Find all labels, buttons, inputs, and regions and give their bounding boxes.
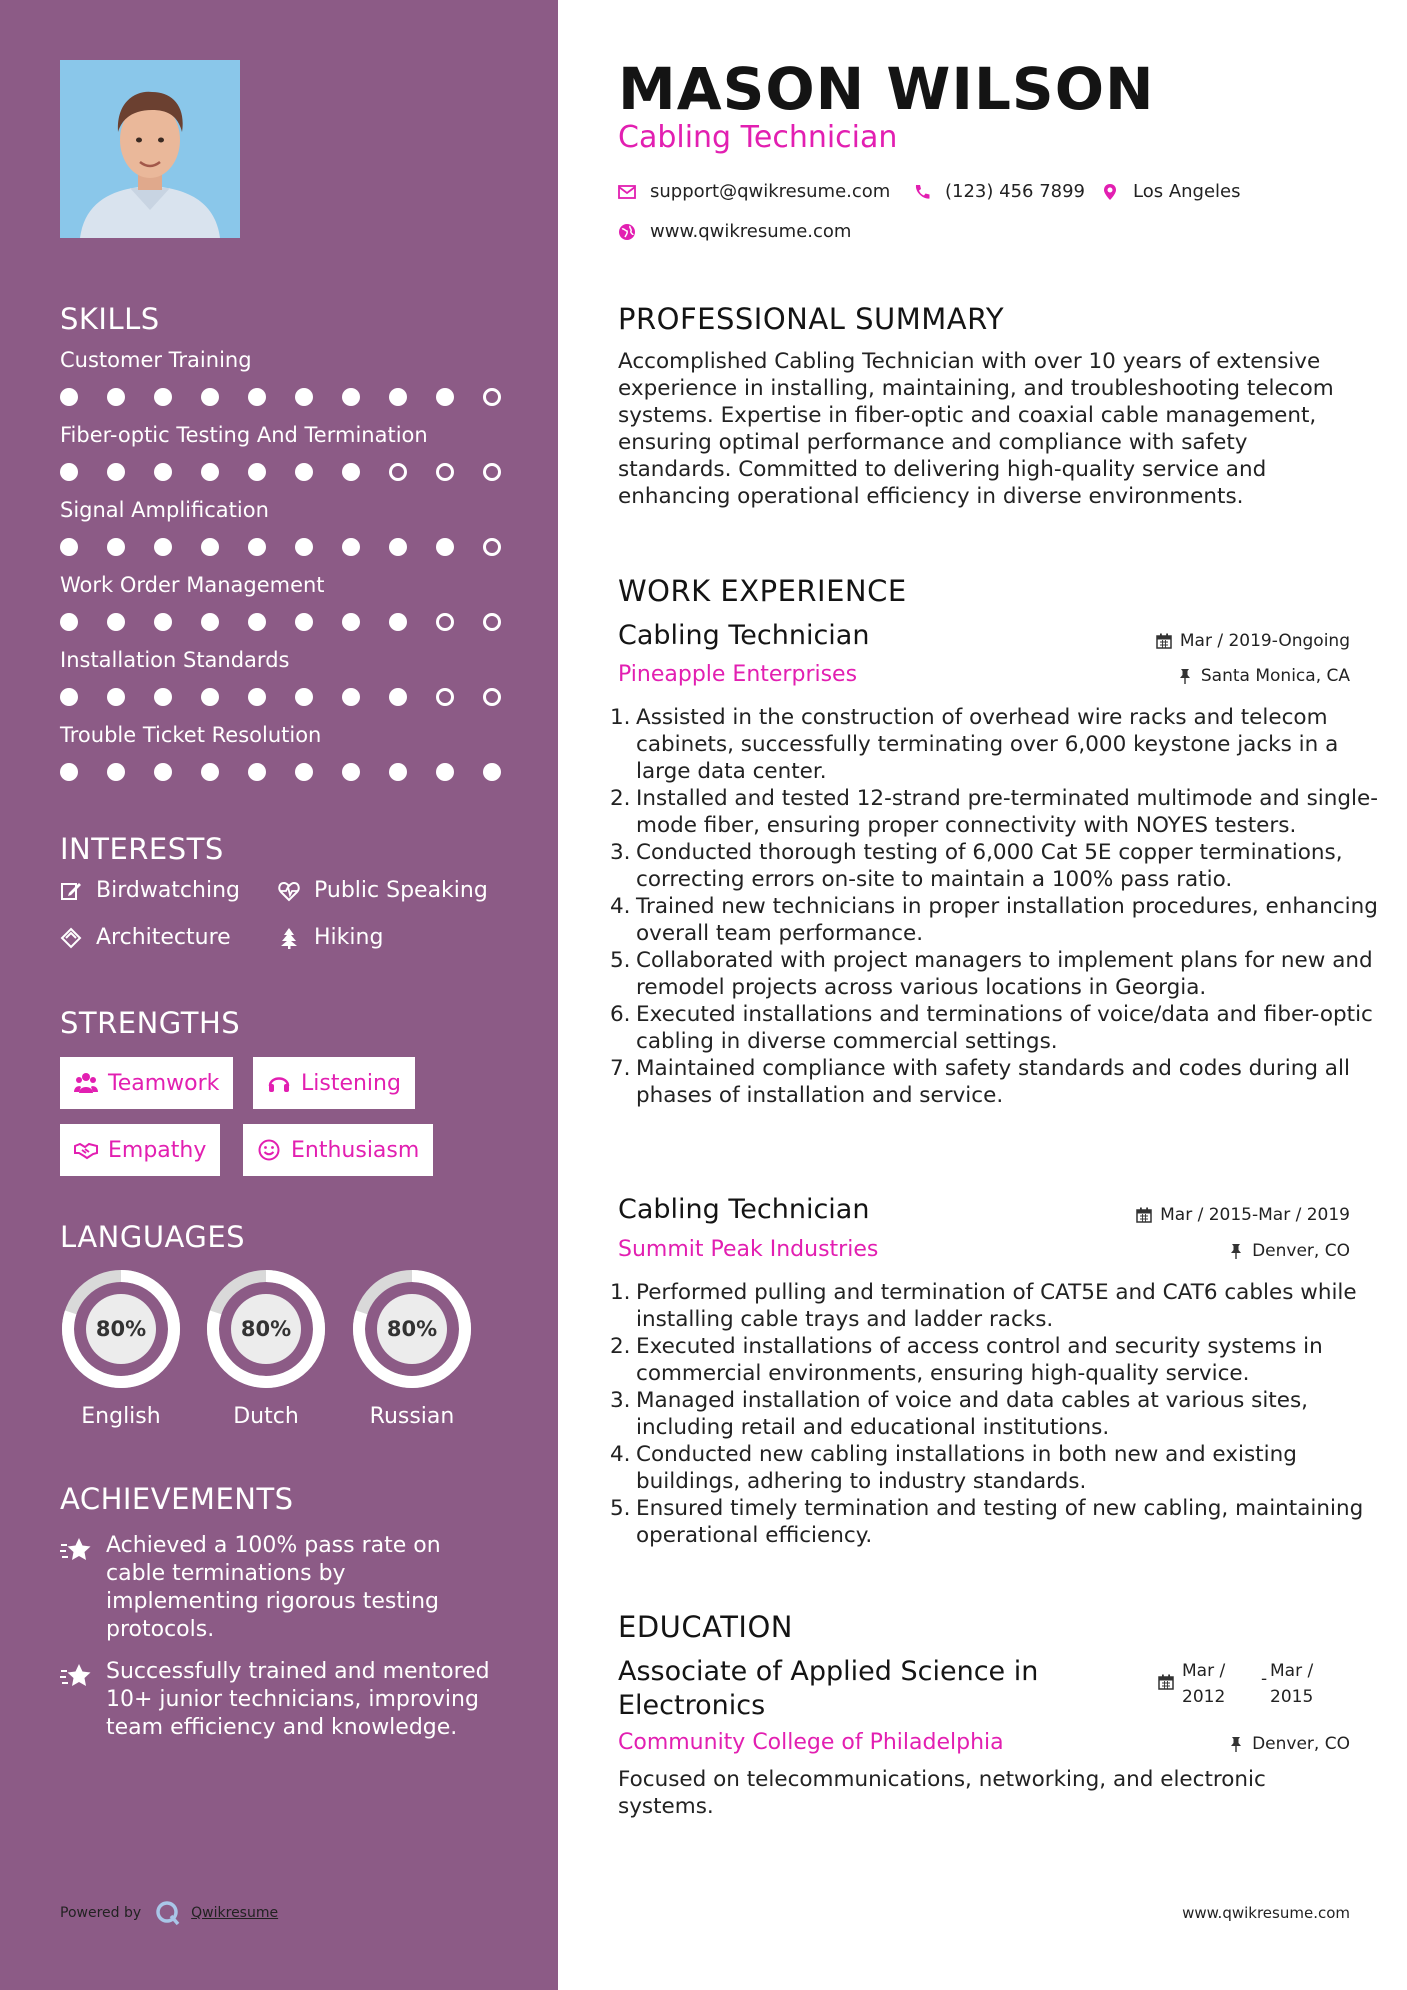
duty-number: 3.	[610, 840, 631, 865]
duty-item	[610, 1279, 1378, 1333]
rating-dot-filled	[60, 613, 78, 631]
school-name: Community College of Philadelphia	[618, 1730, 1004, 1755]
achievement-text: Achieved a 100% pass rate on cable terminations by implementing rigorous testing protocols.	[106, 1533, 441, 1642]
skill-name: Signal Amplification	[60, 498, 269, 522]
rating-dot-filled	[107, 388, 125, 406]
rating-dot-filled	[389, 763, 407, 781]
duty-text: Assisted in the construction of overhead wire racks and telecom cabinets, successfully terminating over 6,000 keystone jacks in a large data center.	[636, 705, 1339, 784]
rating-dot-filled	[154, 463, 172, 481]
smile-icon	[257, 1138, 281, 1162]
rating-dot-empty	[483, 688, 501, 706]
job-dates	[1136, 1205, 1350, 1225]
duty-text: Collaborated with project managers to implement plans for new and remodel projects across various locations in Georgia.	[636, 948, 1373, 1000]
diamond-icon	[60, 927, 82, 949]
rating-dot-empty	[389, 463, 407, 481]
qwikresume-logo-icon	[155, 1900, 181, 1926]
language-name: English	[81, 1404, 161, 1429]
duty-number: 5.	[610, 948, 631, 973]
rating-dot-filled	[201, 688, 219, 706]
rating-dot-filled	[107, 613, 125, 631]
rating-dot-filled	[389, 538, 407, 556]
rating-dot-filled	[248, 463, 266, 481]
rating-dot-filled	[295, 688, 313, 706]
degree-title	[618, 1655, 1038, 1723]
rating-dot-empty	[483, 613, 501, 631]
language-item	[60, 1268, 182, 1429]
rating-dot-filled	[436, 763, 454, 781]
duty-item	[610, 893, 1378, 947]
email-text: support@qwikresume.com	[650, 181, 891, 202]
handshake-icon	[74, 1138, 98, 1162]
duty-text: Installed and tested 12-strand pre-terminated multimode and single-mode fiber, ensuring proper connectivity with NOYES testers.	[636, 786, 1379, 838]
skills-heading: SKILLS	[60, 302, 160, 336]
users-icon	[74, 1071, 98, 1095]
job-location-text: Santa Monica, CA	[1200, 666, 1350, 686]
rating-dot-filled	[436, 388, 454, 406]
rating-dot-filled	[342, 763, 360, 781]
strength-enthusiasm	[243, 1124, 433, 1176]
language-ring	[205, 1268, 327, 1390]
pushpin-icon	[1228, 1243, 1244, 1259]
duty-item	[610, 704, 1378, 785]
rating-dot-filled	[107, 688, 125, 706]
edu-start-year: 2012	[1182, 1687, 1226, 1707]
rating-dot-filled	[342, 688, 360, 706]
interest-public-speaking	[278, 878, 488, 903]
rating-dot-filled	[295, 388, 313, 406]
rating-dot-empty	[483, 538, 501, 556]
strengths-heading: STRENGTHS	[60, 1006, 241, 1040]
rating-dot-empty	[483, 463, 501, 481]
rating-dot-filled	[60, 388, 78, 406]
profile-photo	[60, 60, 240, 238]
skill-rating	[60, 613, 520, 631]
interest-label: Birdwatching	[96, 878, 240, 903]
rating-dot-filled	[107, 538, 125, 556]
duty-item	[610, 1001, 1378, 1055]
skill-name: Installation Standards	[60, 648, 290, 672]
edu-start-month: Mar /	[1182, 1661, 1226, 1681]
job-location	[1228, 1241, 1350, 1261]
strength-listening	[253, 1057, 415, 1109]
pushpin-icon	[1228, 1736, 1244, 1752]
interest-architecture	[60, 925, 231, 950]
rating-dot-empty	[483, 388, 501, 406]
edu-end-month: Mar /	[1270, 1661, 1314, 1681]
company-name: Pineapple Enterprises	[618, 662, 858, 687]
duty-item	[610, 1495, 1378, 1549]
duty-number: 5.	[610, 1496, 631, 1521]
rating-dot-filled	[342, 463, 360, 481]
job-duties-list	[610, 704, 1379, 1109]
pushpin-icon	[1177, 668, 1193, 684]
language-item	[351, 1268, 473, 1429]
skill-item	[60, 498, 520, 522]
contact-email[interactable]	[618, 181, 890, 202]
duty-number: 2.	[610, 1334, 631, 1359]
rating-dot-filled	[389, 688, 407, 706]
rating-dot-filled	[60, 763, 78, 781]
star-badge-icon	[60, 1536, 92, 1564]
powered-by	[60, 1900, 278, 1926]
rating-dot-filled	[201, 388, 219, 406]
map-marker-icon	[1101, 183, 1119, 201]
job-location-text: Denver, CO	[1252, 1241, 1350, 1261]
rating-dot-filled	[154, 763, 172, 781]
achievement-text: Successfully trained and mentored 10+ junior technicians, improving team efficiency and knowledge.	[106, 1659, 490, 1740]
duty-text: Conducted thorough testing of 6,000 Cat 5E copper terminations, correcting errors on-site to maintain a 100% pass ratio.	[636, 840, 1343, 892]
language-ring	[60, 1268, 182, 1390]
contact-phone[interactable]	[913, 181, 1085, 202]
strength-teamwork	[60, 1057, 233, 1109]
footer-website[interactable]: www.qwikresume.com	[1182, 1904, 1350, 1922]
rating-dot-filled	[248, 388, 266, 406]
language-percent: 80%	[240, 1317, 292, 1341]
job-title: Cabling Technician	[618, 620, 870, 651]
achievement-item	[60, 1658, 500, 1742]
duty-text: Managed installation of voice and data cables at various sites, including retail and educational institutions.	[636, 1388, 1308, 1440]
tree-icon	[278, 927, 300, 949]
globe-icon	[618, 223, 636, 241]
edu-end-year: 2015	[1270, 1687, 1314, 1707]
job-dates-text: Mar / 2019-Ongoing	[1179, 631, 1350, 651]
job-dates	[1156, 631, 1350, 651]
rating-dot-filled	[295, 763, 313, 781]
skill-name: Fiber-optic Testing And Termination	[60, 423, 428, 447]
rating-dot-filled	[154, 538, 172, 556]
duty-item	[610, 947, 1378, 1001]
education-description: Focused on telecommunications, networking, and electronic systems.	[618, 1767, 1266, 1819]
education-location-text: Denver, CO	[1252, 1734, 1350, 1754]
degree-line-2: Electronics	[618, 1690, 766, 1721]
duty-item	[610, 1441, 1378, 1495]
rating-dot-filled	[248, 763, 266, 781]
duty-item	[610, 839, 1378, 893]
degree-line-1: Associate of Applied Science in	[618, 1656, 1039, 1687]
rating-dot-filled	[436, 538, 454, 556]
skill-item	[60, 423, 520, 447]
skill-rating	[60, 763, 520, 781]
language-item	[205, 1268, 327, 1429]
rating-dot-filled	[342, 538, 360, 556]
rating-dot-filled	[389, 613, 407, 631]
strength-label: Teamwork	[108, 1070, 220, 1096]
rating-dot-filled	[389, 388, 407, 406]
rating-dot-filled	[201, 763, 219, 781]
language-name: Dutch	[233, 1404, 299, 1429]
heartbeat-icon	[278, 880, 300, 902]
rating-dot-filled	[295, 463, 313, 481]
calendar-icon	[1136, 1207, 1152, 1223]
strength-label: Empathy	[108, 1137, 207, 1163]
duty-number: 1.	[610, 705, 631, 730]
interest-label: Architecture	[96, 925, 231, 950]
duty-item	[610, 1387, 1378, 1441]
phone-icon	[913, 183, 931, 201]
language-name: Russian	[369, 1404, 455, 1429]
interest-label: Public Speaking	[314, 878, 488, 903]
rating-dot-filled	[60, 688, 78, 706]
rating-dot-empty	[436, 463, 454, 481]
contact-location	[1101, 181, 1241, 202]
rating-dot-filled	[248, 613, 266, 631]
duty-text: Trained new technicians in proper installation procedures, enhancing overall team performance.	[636, 894, 1378, 946]
skill-name: Work Order Management	[60, 573, 325, 597]
skill-item	[60, 648, 520, 672]
rating-dot-filled	[342, 388, 360, 406]
rating-dot-filled	[154, 688, 172, 706]
candidate-title: Cabling Technician	[618, 120, 898, 155]
job-location	[1177, 666, 1350, 686]
duty-text: Executed installations and terminations of voice/data and fiber-optic cabling in diverse commercial settings.	[636, 1002, 1373, 1054]
duty-number: 7.	[610, 1056, 631, 1081]
interest-birdwatching	[60, 878, 240, 903]
rating-dot-filled	[107, 763, 125, 781]
edu-start	[1182, 1658, 1225, 1710]
duty-number: 1.	[610, 1280, 631, 1305]
languages-heading: LANGUAGES	[60, 1220, 246, 1254]
edit-icon	[60, 880, 82, 902]
sidebar	[0, 0, 558, 1990]
duty-text: Maintained compliance with safety standards and codes during all phases of installation and service.	[636, 1056, 1350, 1108]
rating-dot-filled	[295, 538, 313, 556]
job-dates-text: Mar / 2015-Mar / 2019	[1160, 1205, 1350, 1225]
skill-name: Customer Training	[60, 348, 252, 372]
skill-item	[60, 573, 520, 597]
duty-number: 2.	[610, 786, 631, 811]
skill-name: Trouble Ticket Resolution	[60, 723, 322, 747]
duty-text: Performed pulling and termination of CAT5E and CAT6 cables while installing cable trays and ladder racks.	[636, 1280, 1357, 1332]
edu-date-separator: -	[1261, 1669, 1268, 1689]
rating-dot-filled	[342, 613, 360, 631]
strength-empathy	[60, 1124, 220, 1176]
calendar-icon	[1156, 633, 1172, 649]
job-title: Cabling Technician	[618, 1194, 870, 1225]
language-ring	[351, 1268, 473, 1390]
achievements-heading: ACHIEVEMENTS	[60, 1482, 294, 1516]
duty-number: 6.	[610, 1002, 631, 1027]
duty-number: 4.	[610, 894, 631, 919]
duty-text: Executed installations of access control and security systems in commercial environments, ensuring high-quality service.	[636, 1334, 1323, 1386]
job-duties-list	[610, 1279, 1378, 1549]
phone-text: (123) 456 7899	[945, 181, 1086, 202]
summary-heading: PROFESSIONAL SUMMARY	[618, 302, 1005, 336]
skill-rating	[60, 463, 520, 481]
duty-item	[610, 1333, 1378, 1387]
duty-text: Ensured timely termination and testing of new cabling, maintaining operational efficiency.	[636, 1496, 1364, 1548]
duty-number: 3.	[610, 1388, 631, 1413]
location-text: Los Angeles	[1133, 181, 1241, 202]
rating-dot-filled	[201, 463, 219, 481]
language-percent: 80%	[386, 1317, 438, 1341]
candidate-name: MASON WILSON	[618, 55, 1155, 123]
duty-item	[610, 785, 1379, 839]
calendar-icon	[1158, 1674, 1174, 1690]
skill-item	[60, 348, 520, 372]
website-text: www.qwikresume.com	[650, 221, 852, 242]
interests-heading: INTERESTS	[60, 832, 224, 866]
skill-rating	[60, 538, 520, 556]
strength-label: Listening	[301, 1070, 401, 1096]
skill-rating	[60, 388, 520, 406]
edu-end	[1270, 1658, 1313, 1710]
strength-label: Enthusiasm	[291, 1137, 420, 1163]
summary-text: Accomplished Cabling Technician with over 10 years of extensive experience in installing, maintaining, and troubleshooting telecom systems. Expertise in fiber-optic and coaxial cable management, ensuring optimal performance and compliance with safety standards. Committed to delivering high-quality service and enhancing operational efficiency in diverse environments.	[618, 349, 1334, 509]
rating-dot-filled	[295, 613, 313, 631]
rating-dot-filled	[201, 538, 219, 556]
rating-dot-filled	[248, 688, 266, 706]
qwikresume-link[interactable]: Qwikresume	[191, 1905, 279, 1921]
company-name: Summit Peak Industries	[618, 1237, 879, 1262]
duty-item	[610, 1055, 1378, 1109]
rating-dot-empty	[436, 688, 454, 706]
rating-dot-filled	[107, 463, 125, 481]
interest-label: Hiking	[314, 925, 384, 950]
skill-rating	[60, 688, 520, 706]
interest-hiking	[278, 925, 383, 950]
contact-website[interactable]	[618, 221, 851, 242]
skill-item	[60, 723, 520, 747]
rating-dot-filled	[201, 613, 219, 631]
achievement-item	[60, 1532, 500, 1644]
duty-number: 4.	[610, 1442, 631, 1467]
language-percent: 80%	[95, 1317, 147, 1341]
main-content	[558, 0, 1407, 1990]
headphones-icon	[267, 1071, 291, 1095]
duty-text: Conducted new cabling installations in both new and existing buildings, adhering to industry standards.	[636, 1442, 1297, 1494]
education-heading: EDUCATION	[618, 1610, 794, 1644]
envelope-icon	[618, 183, 636, 201]
rating-dot-filled	[483, 763, 501, 781]
rating-dot-empty	[436, 613, 454, 631]
education-location	[1228, 1734, 1350, 1754]
star-badge-icon	[60, 1662, 92, 1690]
rating-dot-filled	[60, 538, 78, 556]
powered-by-label: Powered by	[60, 1905, 142, 1921]
rating-dot-filled	[154, 613, 172, 631]
rating-dot-filled	[154, 388, 172, 406]
rating-dot-filled	[248, 538, 266, 556]
experience-heading: WORK EXPERIENCE	[618, 574, 907, 608]
rating-dot-filled	[60, 463, 78, 481]
